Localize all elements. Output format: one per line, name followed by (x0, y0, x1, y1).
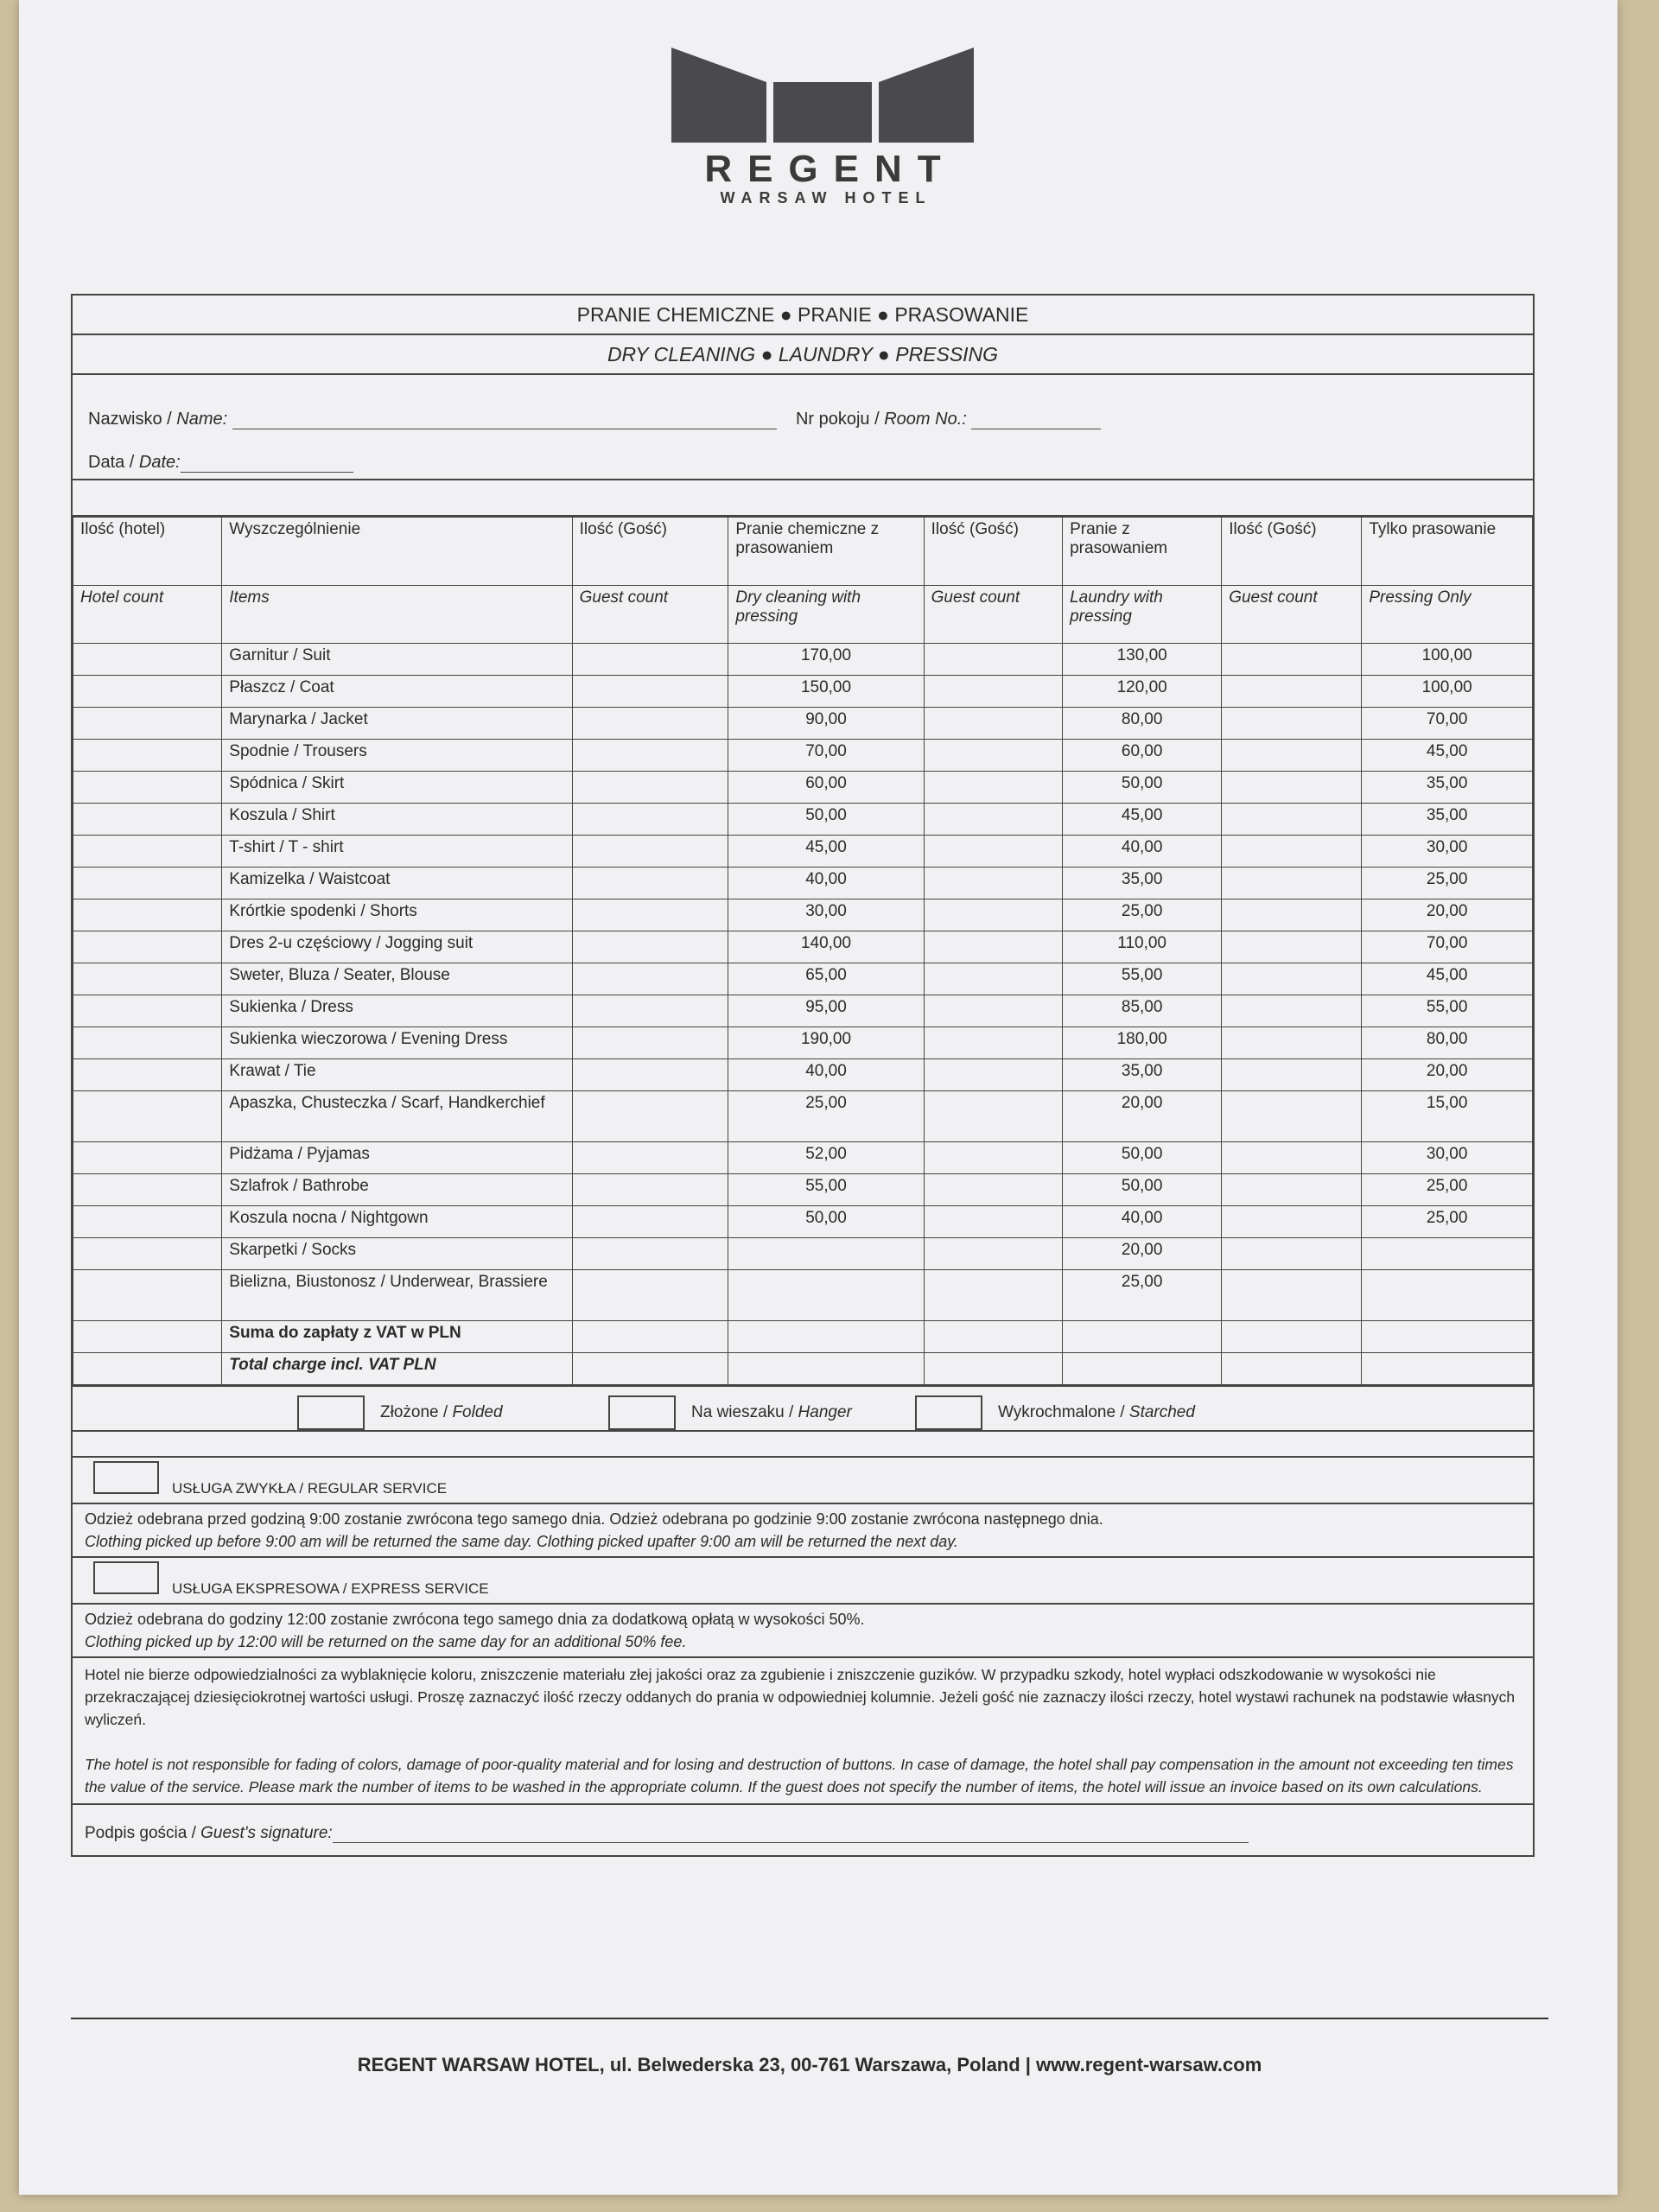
total-label-pl: Suma do zapłaty z VAT w PLN (222, 1321, 572, 1353)
guest-count-dry[interactable] (572, 772, 728, 804)
price-pressing: 70,00 (1362, 931, 1533, 963)
logo-mark-icon (671, 48, 974, 143)
guest-count-pressing[interactable] (1222, 740, 1362, 772)
item-name: Spodnie / Trousers (222, 740, 572, 772)
hotel-count-cell (73, 804, 222, 836)
hotel-count-cell (73, 995, 222, 1027)
guest-count-laundry[interactable] (924, 899, 1062, 931)
price-dry-cleaning: 170,00 (728, 644, 924, 676)
header-row-pl (73, 518, 1533, 586)
guest-count-dry[interactable] (572, 836, 728, 868)
price-laundry: 130,00 (1063, 644, 1222, 676)
item-name: Pidżama / Pyjamas (222, 1142, 572, 1174)
hotel-count-cell (73, 644, 222, 676)
hotel-count-cell (73, 1321, 222, 1353)
guest-count-dry[interactable] (572, 1027, 728, 1059)
guest-count-dry[interactable] (572, 963, 728, 995)
disclaimer-en: The hotel is not responsible for fading of colors, damage of poor-quality material and for losing and destruction of buttons. In case of damage, the hotel shall pay compensation in the amount not exceeding ten times the value of the service. Please mark the number of items to be washed in the appropriate column. If the guest does not specify the number of items, the hotel will issue an invoice based on its own calculations. (85, 1756, 1514, 1796)
regular-service-header (73, 1456, 1533, 1503)
date-label-en: Date: (138, 453, 181, 472)
price-pressing: 45,00 (1362, 740, 1533, 772)
item-name: Spódnica / Skirt (222, 772, 572, 804)
item-name: Apaszka, Chusteczka / Scarf, Handkerchief (222, 1091, 572, 1142)
price-dry-cleaning (728, 1270, 924, 1321)
hotel-count-cell (73, 1142, 222, 1174)
guest-count-dry[interactable] (572, 1174, 728, 1206)
name-field[interactable] (232, 411, 777, 429)
price-dry-cleaning: 190,00 (728, 1027, 924, 1059)
express-text-pl: Odzież odebrana do godziny 12:00 zostanie zwrócona tego samego dnia za dodatkową opłatą w wysokości 50%. (85, 1611, 865, 1628)
item-row (73, 836, 1533, 868)
col-header-pl: Ilość (Gość) (1222, 518, 1362, 586)
starched-checkbox[interactable] (915, 1395, 982, 1430)
col-header-en: Dry cleaning with pressing (728, 586, 924, 644)
express-text-en: Clothing picked up by 12:00 will be returned on the same day for an additional 50% fee. (85, 1633, 687, 1650)
guest-count-pressing[interactable] (1222, 1059, 1362, 1091)
price-laundry: 80,00 (1063, 708, 1222, 740)
starched-label-en: Starched (1128, 1403, 1195, 1422)
price-dry-cleaning: 150,00 (728, 676, 924, 708)
guest-count-laundry[interactable] (924, 836, 1062, 868)
guest-count-pressing[interactable] (1222, 1238, 1362, 1270)
guest-count-laundry[interactable] (924, 676, 1062, 708)
room-field[interactable] (971, 411, 1101, 429)
price-pressing: 20,00 (1362, 1059, 1533, 1091)
price-pressing: 45,00 (1362, 963, 1533, 995)
item-name: Bielizna, Biustonosz / Underwear, Brassiere (222, 1270, 572, 1321)
guest-count-laundry[interactable] (924, 963, 1062, 995)
guest-count-laundry[interactable] (924, 995, 1062, 1027)
guest-count-cell[interactable] (1222, 1321, 1362, 1353)
signature-field[interactable] (333, 1825, 1249, 1843)
item-row (73, 899, 1533, 931)
date-field[interactable] (181, 454, 353, 473)
hotel-count-cell (73, 963, 222, 995)
price-dry-cleaning: 95,00 (728, 995, 924, 1027)
logo-subtitle: WARSAW HOTEL (720, 189, 932, 207)
item-name: T-shirt / T - shirt (222, 836, 572, 868)
item-row (73, 1091, 1533, 1142)
price-laundry: 35,00 (1063, 868, 1222, 899)
item-row (73, 644, 1533, 676)
guest-count-laundry[interactable] (924, 1059, 1062, 1091)
folded-option[interactable] (297, 1395, 503, 1430)
item-row (73, 1206, 1533, 1238)
price-laundry: 110,00 (1063, 931, 1222, 963)
hotel-count-cell (73, 836, 222, 868)
logo-name: REGENT (704, 148, 957, 190)
col-header-en: Items (222, 586, 572, 644)
disclaimer-pl: Hotel nie bierze odpowiedzialności za wyblaknięcie koloru, zniszczenie materiału złej jakości oraz za zgubienie i zniszczenie guzików. W przypadku szkody, hotel wypłaci odszkodowanie w wysokości nie przekraczającej dziesięciokrotnej wartości usługi. Proszę zaznaczyć ilość rzeczy oddanych do prania w odpowiedniej kolumnie. Jeżeli gość nie zaznaczy ilości rzeczy, hotel wystawi rachunek na podstawie własnych wyliczeń. (85, 1666, 1516, 1728)
signature-label-en: Guest's signature: (200, 1824, 333, 1842)
guest-count-laundry[interactable] (924, 868, 1062, 899)
price-dry-cleaning: 140,00 (728, 931, 924, 963)
item-name: Szlafrok / Bathrobe (222, 1174, 572, 1206)
col-header-en: Guest count (572, 586, 728, 644)
hanger-checkbox[interactable] (608, 1395, 676, 1430)
hotel-count-cell (73, 1270, 222, 1321)
guest-count-laundry[interactable] (924, 1142, 1062, 1174)
guest-count-pressing[interactable] (1222, 931, 1362, 963)
col-header-en: Pressing Only (1362, 586, 1533, 644)
hotel-count-cell (73, 1059, 222, 1091)
col-header-en: Guest count (924, 586, 1062, 644)
total-row-pl (73, 1321, 1533, 1353)
total-cell (728, 1321, 924, 1353)
liability-disclaimer (73, 1656, 1533, 1803)
hanger-label-pl: Na wieszaku / (691, 1403, 798, 1422)
regular-service-text (73, 1503, 1533, 1556)
price-laundry: 20,00 (1063, 1238, 1222, 1270)
guest-count-cell[interactable] (924, 1353, 1062, 1385)
price-laundry: 25,00 (1063, 899, 1222, 931)
item-row (73, 740, 1533, 772)
item-name: Krórtkie spodenki / Shorts (222, 899, 572, 931)
guest-count-pressing[interactable] (1222, 804, 1362, 836)
item-row (73, 1027, 1533, 1059)
hotel-count-cell (73, 868, 222, 899)
guest-count-laundry[interactable] (924, 1270, 1062, 1321)
price-laundry: 180,00 (1063, 1027, 1222, 1059)
folded-checkbox[interactable] (297, 1395, 365, 1430)
price-laundry: 40,00 (1063, 1206, 1222, 1238)
guest-count-pressing[interactable] (1222, 868, 1362, 899)
guest-count-laundry[interactable] (924, 1238, 1062, 1270)
hotel-count-cell (73, 740, 222, 772)
price-pressing: 100,00 (1362, 676, 1533, 708)
guest-count-pressing[interactable] (1222, 1206, 1362, 1238)
guest-count-pressing[interactable] (1222, 676, 1362, 708)
total-cell (1362, 1321, 1533, 1353)
hotel-count-cell (73, 772, 222, 804)
item-name: Sukienka / Dress (222, 995, 572, 1027)
hotel-count-cell (73, 899, 222, 931)
total-cell (1063, 1321, 1222, 1353)
price-laundry: 40,00 (1063, 836, 1222, 868)
express-service-title: USŁUGA EKSPRESOWA / EXPRESS SERVICE (172, 1580, 489, 1597)
price-pressing: 30,00 (1362, 1142, 1533, 1174)
price-laundry: 55,00 (1063, 963, 1222, 995)
item-row (73, 995, 1533, 1027)
price-pressing: 15,00 (1362, 1091, 1533, 1142)
col-header-en: Laundry with pressing (1063, 586, 1222, 644)
signature-label-pl: Podpis gościa / (85, 1824, 201, 1842)
item-row (73, 708, 1533, 740)
price-pressing: 25,00 (1362, 1174, 1533, 1206)
item-row (73, 963, 1533, 995)
hotel-count-cell (73, 1206, 222, 1238)
price-pressing: 70,00 (1362, 708, 1533, 740)
footer-divider (71, 2018, 1548, 2019)
price-laundry: 25,00 (1063, 1270, 1222, 1321)
item-row (73, 1059, 1533, 1091)
item-name: Dres 2-u częściowy / Jogging suit (222, 931, 572, 963)
price-pressing: 35,00 (1362, 804, 1533, 836)
room-label-pl: Nr pokoju / (795, 410, 885, 429)
room-label-en: Room No.: (884, 410, 967, 429)
col-header-pl: Ilość (Gość) (924, 518, 1062, 586)
guest-count-laundry[interactable] (924, 804, 1062, 836)
guest-count-dry[interactable] (572, 868, 728, 899)
finish-options-row (73, 1385, 1533, 1430)
guest-count-laundry[interactable] (924, 1027, 1062, 1059)
price-pressing: 20,00 (1362, 899, 1533, 931)
col-header-pl: Ilość (Gość) (572, 518, 728, 586)
guest-count-pressing[interactable] (1222, 1270, 1362, 1321)
price-dry-cleaning: 40,00 (728, 1059, 924, 1091)
hanger-label-en: Hanger (798, 1403, 852, 1422)
col-header-pl: Tylko prasowanie (1362, 518, 1533, 586)
price-pressing (1362, 1270, 1533, 1321)
price-laundry: 120,00 (1063, 676, 1222, 708)
price-laundry: 45,00 (1063, 804, 1222, 836)
price-pressing: 25,00 (1362, 868, 1533, 899)
guest-count-cell[interactable] (572, 1353, 728, 1385)
guest-count-laundry[interactable] (924, 708, 1062, 740)
name-label-pl: Nazwisko / (88, 410, 177, 429)
guest-count-laundry[interactable] (924, 931, 1062, 963)
price-dry-cleaning: 30,00 (728, 899, 924, 931)
item-row (73, 931, 1533, 963)
hotel-count-cell (73, 1353, 222, 1385)
express-service-checkbox[interactable] (93, 1561, 159, 1594)
starched-label-pl: Wykrochmalone / (998, 1403, 1129, 1422)
price-dry-cleaning: 65,00 (728, 963, 924, 995)
guest-count-pressing[interactable] (1222, 772, 1362, 804)
guest-count-dry[interactable] (572, 708, 728, 740)
guest-count-laundry[interactable] (924, 772, 1062, 804)
guest-count-pressing[interactable] (1222, 708, 1362, 740)
item-row (73, 1238, 1533, 1270)
form-title-en: DRY CLEANING ● LAUNDRY ● PRESSING (73, 335, 1533, 375)
hotel-count-cell (73, 708, 222, 740)
guest-count-dry[interactable] (572, 676, 728, 708)
item-name: Sukienka wieczorowa / Evening Dress (222, 1027, 572, 1059)
date-label-pl: Data / (88, 453, 139, 472)
name-label-en: Name: (176, 410, 228, 429)
header-row-en (73, 586, 1533, 644)
price-dry-cleaning: 50,00 (728, 804, 924, 836)
hotel-count-cell (73, 676, 222, 708)
col-header-pl: Pranie z prasowaniem (1063, 518, 1222, 586)
regular-text-pl: Odzież odebrana przed godziną 9:00 zostanie zwrócona tego samego dnia. Odzież odebrana po godzinie 9:00 zostanie zwrócona następnego dnia. (85, 1510, 1103, 1528)
price-dry-cleaning: 55,00 (728, 1174, 924, 1206)
item-name: Koszula nocna / Nightgown (222, 1206, 572, 1238)
price-dry-cleaning: 52,00 (728, 1142, 924, 1174)
total-cell (728, 1353, 924, 1385)
price-pressing (1362, 1238, 1533, 1270)
spacer-row (73, 480, 1533, 517)
guest-info-block (73, 375, 1533, 480)
guest-count-dry[interactable] (572, 899, 728, 931)
gap-row (73, 1430, 1533, 1456)
guest-count-dry[interactable] (572, 740, 728, 772)
hotel-count-cell (73, 1174, 222, 1206)
folded-label-en: Folded (452, 1403, 503, 1422)
guest-count-dry[interactable] (572, 1206, 728, 1238)
item-row (73, 1270, 1533, 1321)
price-dry-cleaning: 45,00 (728, 836, 924, 868)
regular-service-checkbox[interactable] (93, 1461, 159, 1494)
total-row-en (73, 1353, 1533, 1385)
footer-address: REGENT WARSAW HOTEL, ul. Belwederska 23, 00-761 Warszawa, Poland | www.regent-warsaw.com (357, 2054, 1262, 2075)
price-dry-cleaning (728, 1238, 924, 1270)
col-header-en: Hotel count (73, 586, 222, 644)
laundry-form (71, 294, 1535, 1857)
item-row (73, 1142, 1533, 1174)
item-name: Garnitur / Suit (222, 644, 572, 676)
guest-count-dry[interactable] (572, 1238, 728, 1270)
price-pressing: 55,00 (1362, 995, 1533, 1027)
price-pressing: 80,00 (1362, 1027, 1533, 1059)
item-row (73, 676, 1533, 708)
total-cell (1362, 1353, 1533, 1385)
price-laundry: 50,00 (1063, 1174, 1222, 1206)
col-header-pl: Wyszczególnienie (222, 518, 572, 586)
guest-count-pressing[interactable] (1222, 1174, 1362, 1206)
hanger-option[interactable] (608, 1395, 852, 1430)
guest-count-dry[interactable] (572, 1091, 728, 1142)
col-header-pl: Ilość (hotel) (73, 518, 222, 586)
price-pressing: 30,00 (1362, 836, 1533, 868)
guest-count-laundry[interactable] (924, 1174, 1062, 1206)
col-header-pl: Pranie chemiczne z prasowaniem (728, 518, 924, 586)
price-laundry: 50,00 (1063, 772, 1222, 804)
item-row (73, 772, 1533, 804)
total-cell (1063, 1353, 1222, 1385)
guest-count-cell[interactable] (1222, 1353, 1362, 1385)
signature-row (73, 1803, 1533, 1855)
hotel-count-cell (73, 1238, 222, 1270)
item-name: Koszula / Shirt (222, 804, 572, 836)
hotel-count-cell (73, 931, 222, 963)
guest-count-pressing[interactable] (1222, 963, 1362, 995)
col-header-en: Guest count (1222, 586, 1362, 644)
total-label-en: Total charge incl. VAT PLN (222, 1353, 572, 1385)
item-name: Płaszcz / Coat (222, 676, 572, 708)
guest-count-dry[interactable] (572, 1270, 728, 1321)
price-dry-cleaning: 40,00 (728, 868, 924, 899)
date-row (88, 453, 353, 473)
guest-count-laundry[interactable] (924, 740, 1062, 772)
guest-count-pressing[interactable] (1222, 836, 1362, 868)
item-name: Sweter, Bluza / Seater, Blouse (222, 963, 572, 995)
price-dry-cleaning: 90,00 (728, 708, 924, 740)
price-laundry: 60,00 (1063, 740, 1222, 772)
form-title-pl: PRANIE CHEMICZNE ● PRANIE ● PRASOWANIE (73, 296, 1533, 335)
guest-count-pressing[interactable] (1222, 1027, 1362, 1059)
item-row (73, 804, 1533, 836)
express-service-text (73, 1603, 1533, 1656)
folded-label-pl: Złożone / (380, 1403, 453, 1422)
starched-option[interactable] (915, 1395, 1195, 1430)
hotel-logo (641, 48, 1004, 207)
item-row (73, 868, 1533, 899)
guest-count-laundry[interactable] (924, 644, 1062, 676)
guest-count-dry[interactable] (572, 1142, 728, 1174)
guest-count-dry[interactable] (572, 804, 728, 836)
guest-count-pressing[interactable] (1222, 1091, 1362, 1142)
price-pressing: 25,00 (1362, 1206, 1533, 1238)
guest-count-pressing[interactable] (1222, 995, 1362, 1027)
express-service-header (73, 1556, 1533, 1603)
guest-count-dry[interactable] (572, 931, 728, 963)
price-laundry: 50,00 (1063, 1142, 1222, 1174)
item-name: Marynarka / Jacket (222, 708, 572, 740)
guest-count-laundry[interactable] (924, 1091, 1062, 1142)
guest-count-pressing[interactable] (1222, 899, 1362, 931)
regular-service-title: USŁUGA ZWYKŁA / REGULAR SERVICE (172, 1480, 448, 1497)
signature-line (85, 1824, 1249, 1843)
guest-count-dry[interactable] (572, 1059, 728, 1091)
guest-count-laundry[interactable] (924, 1206, 1062, 1238)
hotel-count-cell (73, 1091, 222, 1142)
guest-count-pressing[interactable] (1222, 1142, 1362, 1174)
guest-count-dry[interactable] (572, 644, 728, 676)
item-name: Kamizelka / Waistcoat (222, 868, 572, 899)
price-laundry: 20,00 (1063, 1091, 1222, 1142)
price-laundry: 85,00 (1063, 995, 1222, 1027)
hotel-count-cell (73, 1027, 222, 1059)
price-dry-cleaning: 70,00 (728, 740, 924, 772)
item-name: Krawat / Tie (222, 1059, 572, 1091)
price-table (73, 517, 1533, 1385)
price-dry-cleaning: 25,00 (728, 1091, 924, 1142)
price-laundry: 35,00 (1063, 1059, 1222, 1091)
price-pressing: 100,00 (1362, 644, 1533, 676)
regular-text-en: Clothing picked up before 9:00 am will be returned the same day. Clothing picked upafter 9:00 am will be returned the next day. (85, 1533, 958, 1550)
price-pressing: 35,00 (1362, 772, 1533, 804)
guest-count-pressing[interactable] (1222, 644, 1362, 676)
laundry-form-sheet (19, 0, 1618, 2195)
item-name: Skarpetki / Socks (222, 1238, 572, 1270)
guest-count-cell[interactable] (924, 1321, 1062, 1353)
guest-count-dry[interactable] (572, 995, 728, 1027)
item-row (73, 1174, 1533, 1206)
guest-count-cell[interactable] (572, 1321, 728, 1353)
price-dry-cleaning: 50,00 (728, 1206, 924, 1238)
name-row (88, 410, 1101, 429)
price-dry-cleaning: 60,00 (728, 772, 924, 804)
